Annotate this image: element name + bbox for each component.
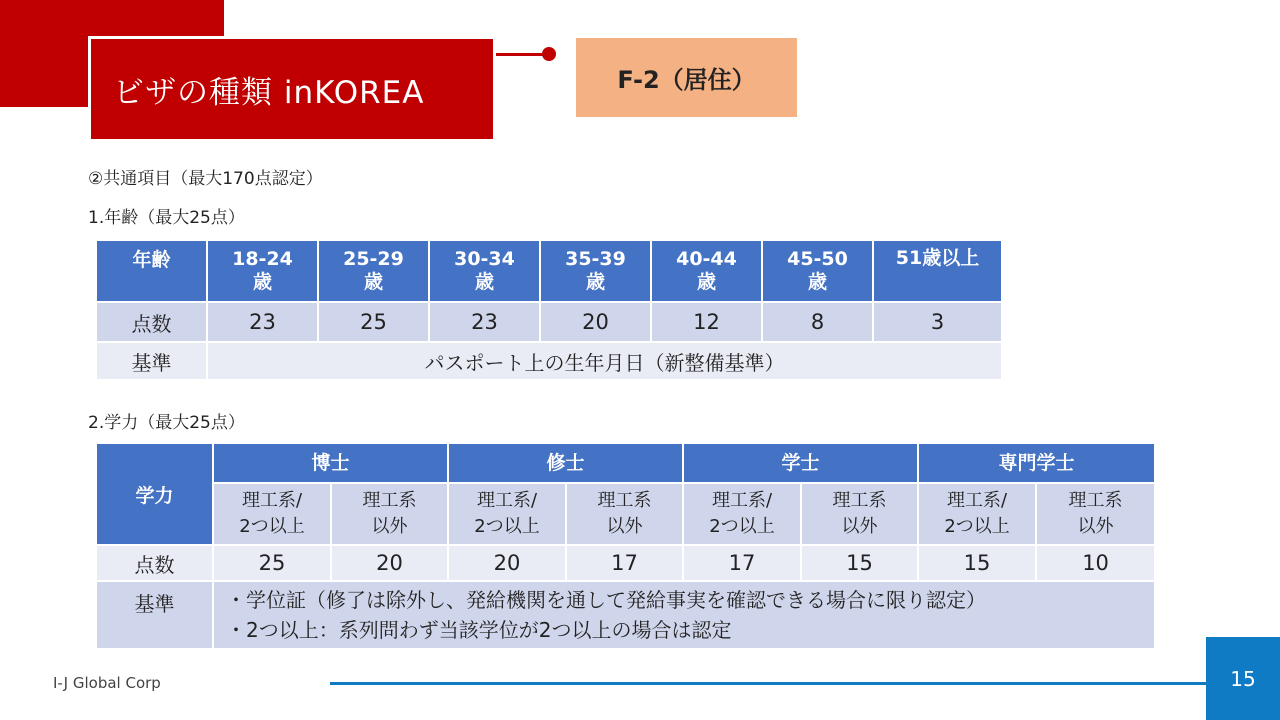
age-column-text: 45-50 歳 [787,248,848,293]
education-subcolumn-header [1036,483,1155,545]
education-criteria-line: ・2つ以上：系列問わず当該学位が2つ以上の場合は認定 [226,618,732,642]
education-score-cell: 20 [331,545,448,581]
education-score-cell: 15 [918,545,1036,581]
education-group-header: 修士 [448,443,683,483]
education-group-header: 専門学士 [918,443,1155,483]
age-column-header [207,240,318,302]
education-criteria-line: ・学位証（修了は除外し、発給機関を通して発給事実を確認できる場合に限り認定） [226,588,986,612]
education-subcolumn-header [683,483,801,545]
education-subcolumn-header [801,483,918,545]
title-connector-line [496,53,548,56]
education-score-cell: 10 [1036,545,1155,581]
education-criteria-label: 基準 [96,581,213,649]
education-group-header: 博士 [213,443,448,483]
education-subcolumn-text: 理工系 以外 [1068,490,1123,537]
education-subcolumn-text: 理工系 以外 [832,490,887,537]
age-score-cell: 23 [207,302,318,342]
age-column-text: 51歳以上 [895,247,980,269]
education-subcolumn-text: 理工系/ 2つ以上 [474,490,540,537]
age-header-row [96,240,1002,302]
visa-type-label: F-2（居住） [617,66,756,94]
education-group-row [96,443,1155,483]
age-score-cell: 23 [429,302,540,342]
age-column-header [429,240,540,302]
education-subcolumn-text: 理工系/ 2つ以上 [709,490,775,537]
title-connector-dot [542,47,556,61]
education-subcolumn-header [331,483,448,545]
age-column-text: 40-44 歳 [676,248,737,293]
education-score-row [96,545,1155,581]
page-number: 15 [1230,666,1256,691]
slide-title [88,36,496,142]
age-score-cell: 25 [318,302,429,342]
age-column-header [873,240,1002,302]
age-score-cell: 3 [873,302,1002,342]
age-column-text: 35-39 歳 [565,248,626,293]
age-header-label: 年齢 [96,240,207,302]
education-score-cell: 25 [213,545,331,581]
education-subcolumn-text: 理工系 以外 [362,490,417,537]
education-criteria-text [213,581,1155,649]
age-table [95,239,1003,381]
education-criteria-row [96,581,1155,649]
education-subcolumn-header [566,483,683,545]
education-subcolumn-text: 理工系/ 2つ以上 [239,490,305,537]
age-score-row [96,302,1002,342]
education-heading: 2.学力（最大25点） [88,413,245,433]
age-column-header [318,240,429,302]
education-score-cell: 15 [801,545,918,581]
age-column-header [762,240,873,302]
company-name: I-J Global Corp [53,674,161,692]
visa-type-badge [576,38,797,117]
age-column-text: 25-29 歳 [343,248,404,293]
education-subcolumn-header [213,483,331,545]
age-column-header [540,240,651,302]
education-subcolumn-header [918,483,1036,545]
age-criteria-text: パスポート上の生年月日（新整備基準） [207,342,1002,380]
age-score-cell: 8 [762,302,873,342]
age-score-cell: 20 [540,302,651,342]
age-score-label: 点数 [96,302,207,342]
education-group-header: 学士 [683,443,918,483]
education-score-cell: 17 [566,545,683,581]
education-header-label: 学力 [96,443,213,545]
age-column-text: 18-24 歳 [232,248,293,293]
education-score-cell: 17 [683,545,801,581]
age-criteria-row [96,342,1002,380]
age-column-header [651,240,762,302]
education-subcolumn-text: 理工系 以外 [597,490,652,537]
education-subcolumn-text: 理工系/ 2つ以上 [944,490,1010,537]
slide-title-text: ビザの種類 inKOREA [113,74,425,111]
education-subcolumn-header [448,483,566,545]
age-heading: 1.年齢（最大25点） [88,208,245,228]
education-table [95,442,1156,650]
education-score-cell: 20 [448,545,566,581]
section-heading: ②共通項目（最大170点認定） [88,169,323,189]
age-column-text: 30-34 歳 [454,248,515,293]
footer-divider [330,682,1206,685]
education-subcolumn-row [96,483,1155,545]
age-score-cell: 12 [651,302,762,342]
education-score-label: 点数 [96,545,213,581]
page-number-box [1206,637,1280,720]
age-criteria-label: 基準 [96,342,207,380]
